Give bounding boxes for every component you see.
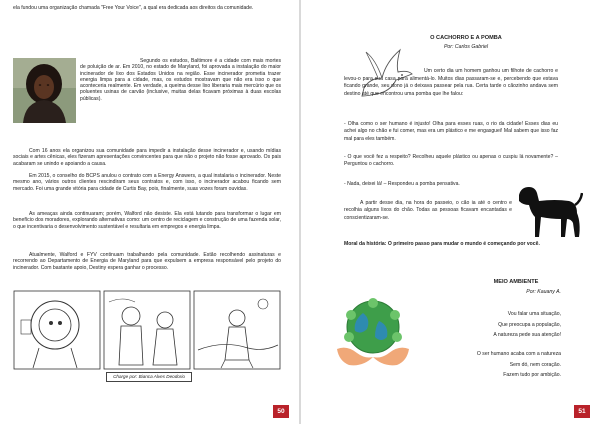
- comic-strip: [13, 290, 281, 370]
- page-number: 51: [574, 405, 590, 418]
- story-paragraph-2: - Olha como o ser humano é injusto! Olha para esses ruas, o rio da cidade! Esses dias eu achei algo no chão e fui comer, mas era um plástico e me engasguei! Mal sabem que isso faz mal para eles também.: [344, 121, 558, 142]
- story-paragraph-1: Um certo dia um homem ganhou um filhote de cachorro e levou-o para sua casa para alimentá-lo. Muitos dias passaram-se e, percebendo que estava ficando grande, seu dono já o deixava passear pela rua. Certa tarde o cãozinho andava sem destino até que encontrou uma pomba que lhe falou:: [344, 68, 558, 97]
- story-paragraph-3: - O que você fez a respeito? Recolheu aquele plástico ou apenas o cuspiu lá novamente? – Perguntou o cachorro.: [344, 154, 558, 168]
- right-page: [301, 0, 600, 424]
- poem-title: MEIO AMBIENTE: [493, 279, 539, 285]
- portrait-photo: [13, 58, 76, 123]
- poem-line: A natureza pede sua atenção!: [493, 332, 561, 338]
- story-author: Por: Carlos Gabriel: [443, 44, 489, 50]
- paragraph-ameacas: As ameaças ainda continuaram; porém, Walford não desiste. Ela está lutando para transformar o lugar em benefício dos moradores, explorando alternativas como: um centro de reciclagem e construção de uma fazenda solar, o que incentivaria o desenvolvimento sustentável e resultaria em empregos e energia limpa.: [13, 211, 281, 230]
- poem-author: Por: Kauany A.: [526, 289, 561, 295]
- poem-line: O ser humano acaba com a natureza: [476, 351, 561, 357]
- moral-text: Moral da história: O primeiro passo para mudar o mundo é começando por você.: [344, 241, 540, 247]
- story-paragraph-4: - Nada, deixei lá! – Respondeu a pomba pensativa.: [344, 181, 460, 187]
- story-paragraph-5: A partir desse dia, na hora do passeio, o cão ia até o centro e recolhia alguns lixos do chão. Todas as pessoas ficavam encantadas e conscientizaram-se.: [344, 200, 512, 221]
- paragraph-intro: ela fundou uma organização chamada "Free Your Voice", a qual era dedicada aos direitos da comunidade.: [13, 5, 254, 11]
- poem-line: Vou falar uma situação,: [507, 311, 561, 317]
- earth-hands-illustration: [333, 293, 413, 371]
- left-page: [0, 0, 299, 424]
- poem-line: Sem dó, nem coração.: [509, 361, 561, 368]
- paragraph-2015: Em 2015, o conselho do BCPS anulou o contrato com a Energy Answers, a qual instalaria o incinerador. Neste mesmo ano, vários outros clientes rescindiram seus contratos e, com isso, o incinerador acabou ficando sem mercado. Foi uma grande vitória para cidade de Curtis Bay, pois, finalmente, suas vozes foram ouvidas.: [13, 173, 281, 192]
- dog-illustration: [515, 183, 583, 239]
- poem-stanza-1: [451, 309, 561, 341]
- story-title: O CACHORRO E A POMBA: [430, 35, 502, 41]
- poem-line: Fazem tudo por ambição.: [503, 372, 561, 378]
- paragraph-16-anos: Com 16 anos ela organizou sua comunidade para impedir a instalação desse incinerador e, usando mídias sociais e artes cênicas, eles fizeram apresentações convincentes para que não o projeto não fosse aprovado. Os pais acabaram se unindo e apoiando a causa.: [13, 148, 281, 167]
- comic-caption: Charge por: Bianca Alves Deodorio: [106, 372, 192, 382]
- poem-stanza-2: [451, 349, 561, 381]
- paragraph-atualmente: Atualmente, Walford e FYV continuam trabalhando pela comunidade. Estão recolhendo assinaturas e recorrendo ao Departamento de Energia de Maryland para que expulsem a empresa responsável pelo projeto do incinerador. Com bastante apoio, Destiny espera ganhar o processo.: [13, 252, 281, 271]
- poem-line: Que preocupa a população,: [498, 321, 561, 328]
- page-number: 50: [273, 405, 289, 418]
- paragraph-baltimore: Segundo os estudos, Baltimore é a cidade com mais mortes de poluição de ar. Em 2010, no estado de Maryland, foi aprovada a instalação do maior incinerador de lixo dos Estados Unidos na região. Esse incinerador prometia trazer energia limpa para a cidade, mas, os estudos mostravam que não era isso o que aconteceria realmente. Em verdade, a queima desse lixo liberaria mais mercúrio que os poluentes usinas de carvão (inclusive, muitas delas ficavam próximas à duas escolas públicas).: [80, 58, 281, 102]
